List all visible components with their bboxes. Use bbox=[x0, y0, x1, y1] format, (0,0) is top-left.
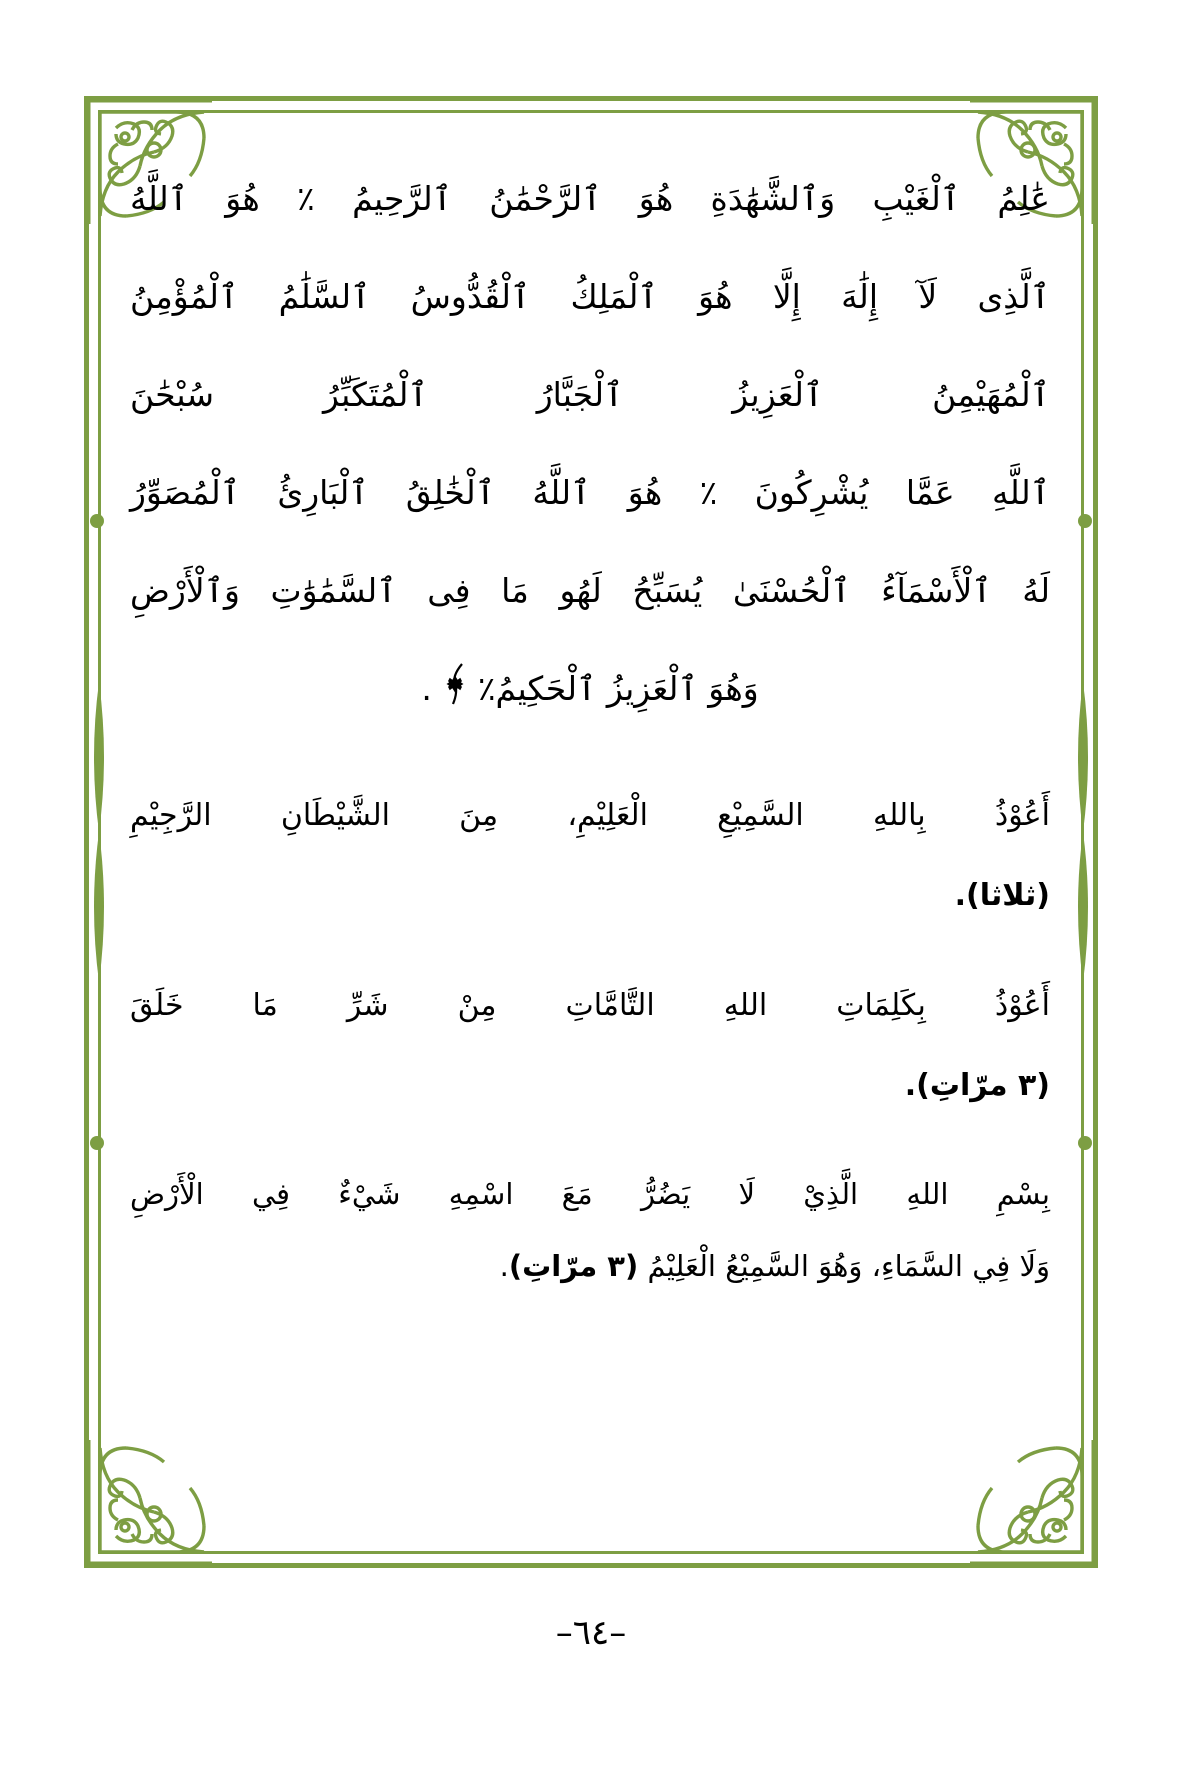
quran-end-period: . bbox=[421, 669, 432, 708]
supplication-1-count bbox=[130, 858, 1050, 934]
corner-ornament-bottom-left bbox=[80, 1432, 220, 1572]
quran-line-2: ٱلَّذِى لَآ إِلَٰهَ إِلَّا هُوَ ٱلْمَلِكُ ٱلْقُدُّوسُ ٱلسَّلَٰمُ ٱلْمُؤْمِنُ bbox=[130, 277, 1050, 316]
frame-border-top bbox=[84, 96, 1098, 101]
supplication-1-count-suffix: . bbox=[954, 878, 966, 913]
supplication-2-count-suffix: . bbox=[904, 1068, 917, 1103]
side-leaf-ornament-right bbox=[1070, 682, 1096, 982]
quran-line-6-wrapper bbox=[130, 640, 1050, 744]
frame-accent-dot-left-bottom bbox=[90, 1136, 104, 1150]
supplication-2-count-label: (٣ مرّاتِ) bbox=[916, 1068, 1050, 1103]
frame-border-left bbox=[84, 96, 89, 1568]
supplication-1-text: أَعُوْذُ بِاللهِ السَّمِيْعِ الْعَلِيْمِ، مِنَ الشَّيْطَانِ الرَّجِيْمِ bbox=[130, 798, 1050, 833]
supplication-3-line-1: بِسْمِ اللهِ الَّذِيْ لَا يَضُرُّ مَعَ اسْمِهِ شَيْءٌ فِي الْأَرْضِ bbox=[130, 1177, 1050, 1211]
frame-inner-bottom bbox=[98, 1551, 1084, 1554]
frame-inner-left bbox=[98, 110, 101, 1554]
quran-line-1: عَٰلِمُ ٱلْغَيْبِ وَٱلشَّهَٰدَةِ هُوَ ٱلرَّحْمَٰنُ ٱلرَّحِيمُ ٪ هُوَ ٱللَّهُ bbox=[130, 179, 1050, 218]
supplication-3-count-label: (٣ مرّاتِ) bbox=[508, 1249, 639, 1283]
frame-border-right bbox=[1093, 96, 1098, 1568]
frame-border-bottom bbox=[84, 1563, 1098, 1568]
quran-line-5: لَهُ ٱلْأَسْمَآءُ ٱلْحُسْنَىٰ يُسَبِّحُ لَهُو مَا فِى ٱلسَّمَٰوَٰتِ وَٱلْأَرْضِ bbox=[130, 571, 1050, 610]
frame-inner-top bbox=[98, 110, 1084, 113]
supplication-2-count bbox=[130, 1048, 1050, 1124]
supplication-kalimat-allah bbox=[130, 968, 1050, 1124]
page-content bbox=[130, 150, 1050, 1302]
end-flower-icon bbox=[438, 646, 472, 744]
supplication-3-line-2-text: وَلَا فِي السَّمَاءِ، وَهُوَ السَّمِيْعُ الْعَلِيْمُ bbox=[647, 1249, 1050, 1283]
quran-line-3: ٱلْمُهَيْمِنُ ٱلْعَزِيزُ ٱلْجَبَّارُ ٱلْمُتَكَبِّرُ سُبْحَٰنَ bbox=[130, 375, 1050, 414]
supplication-1-count-label: (ثلاثا) bbox=[966, 878, 1050, 913]
supplication-3-count-suffix: . bbox=[499, 1249, 509, 1283]
supplication-bismillah-protection bbox=[130, 1158, 1050, 1302]
frame-inner-right bbox=[1081, 110, 1084, 1554]
side-leaf-ornament-left bbox=[86, 682, 112, 982]
supplication-3-line-2 bbox=[130, 1230, 1050, 1302]
corner-ornament-bottom-right bbox=[962, 1432, 1102, 1572]
frame-accent-dot-right-bottom bbox=[1078, 1136, 1092, 1150]
quran-line-4: ٱللَّهِ عَمَّا يُشْرِكُونَ ٪ هُوَ ٱللَّهُ ٱلْخَٰلِقُ ٱلْبَارِئُ ٱلْمُصَوِّرُ bbox=[130, 473, 1050, 512]
verse-marker-star: ٪ bbox=[477, 669, 496, 708]
frame-accent-dot-left-top bbox=[90, 514, 104, 528]
quran-line-6: وَهُوَ ٱلْعَزِيزُ ٱلْحَكِيمُ bbox=[495, 669, 759, 708]
frame-accent-dot-right-top bbox=[1078, 514, 1092, 528]
supplication-taawwudh bbox=[130, 778, 1050, 934]
quran-passage bbox=[130, 150, 1050, 744]
page-number: –٦٤– bbox=[555, 1613, 627, 1653]
supplication-2-text: أَعُوْذُ بِكَلِمَاتِ اللهِ التَّامَّاتِ مِنْ شَرِّ مَا خَلَقَ bbox=[130, 988, 1050, 1023]
